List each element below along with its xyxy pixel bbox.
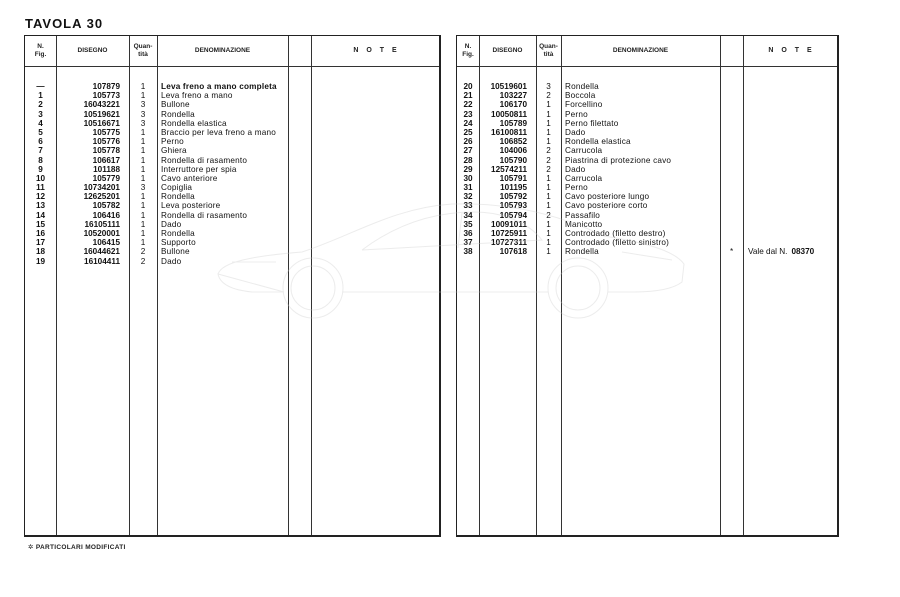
part-number: 105779 [92,173,120,183]
part-name: Manicotto [565,219,603,229]
fig-number: 17 [35,238,46,248]
part-number: 105790 [499,155,527,165]
quantity: 3 [140,183,146,193]
table-row [25,183,439,192]
table-row [457,183,837,192]
part-number: 103227 [499,91,527,101]
part-name: Ghiera [161,146,187,156]
part-number: 106415 [92,238,120,248]
part-number: 101195 [500,183,527,193]
fig-number: 11 [36,183,45,193]
table-row [457,91,837,100]
part-name: Perno [565,183,588,193]
part-name: Rondella elastica [161,118,227,128]
table-row [25,165,439,174]
part-name: Rondella di rasamento [161,210,248,220]
quantity: 1 [140,164,146,174]
fig-number: 33 [463,201,473,211]
part-name: Cavo posteriore corto [565,201,648,211]
part-number: 16100811 [491,127,527,137]
fig-number: 27 [463,146,473,156]
quantity: 1 [546,127,551,137]
quantity: 1 [546,192,551,202]
table-row [457,174,837,183]
quantity: 1 [546,173,551,183]
quantity: 1 [140,91,146,101]
part-name: Perno filettato [565,118,619,128]
fig-number: 9 [38,164,43,174]
fig-number: 10 [35,173,46,183]
table-row [457,82,837,91]
note-number: 08370 [791,247,815,257]
part-name: Boccola [565,91,596,101]
part-number: 16043221 [83,100,120,110]
fig-number: 15 [35,219,46,229]
part-number: 10091011 [491,219,527,229]
part-number: 105775 [92,127,120,137]
fig-number: 25 [463,127,473,137]
quantity: 2 [140,247,146,257]
part-name: Leva freno a mano [161,91,233,101]
part-name: Controdado (filetto destro) [565,229,666,238]
quantity: 1 [546,109,551,119]
header-quantita: Quan- tità [133,43,153,58]
part-name: Piastrina di protezione cavo [565,155,672,165]
quantity: 1 [140,155,146,165]
fig-number: 18 [35,247,46,257]
fig-number: 5 [38,127,43,137]
header-denominazione: DENOMINAZIONE [194,47,251,54]
note-prefix: Vale dal N. [748,247,788,257]
fig-number: 38 [463,247,473,257]
part-name: Cavo posteriore lungo [565,192,650,202]
part-number: 107879 [92,82,120,91]
part-number: 105782 [92,201,120,211]
quantity: 1 [546,100,551,110]
fig-number: 3 [38,109,43,119]
part-name: Perno [565,109,588,119]
fig-number: 16 [35,229,46,238]
part-name: Rondella [565,247,599,257]
header-fig: N. Fig. [462,43,474,58]
part-name: Rondella [565,82,599,91]
part-name: Copiglia [161,183,193,193]
fig-number: 2 [38,100,43,110]
fig-number: 7 [38,146,43,156]
fig-number: — [36,82,45,91]
part-name: Leva freno a mano completa [161,82,277,91]
fig-number: 8 [38,155,43,165]
fig-number: 4 [38,118,43,128]
part-name: Carrucola [565,173,603,183]
fig-number: 36 [463,229,473,238]
footnote: ✲ PARTICOLARI MODIFICATI [28,544,126,551]
quantity: 1 [546,183,551,193]
part-name: Dado [565,164,586,174]
table-row [25,100,439,109]
quantity: 3 [140,109,146,119]
part-name: Bullone [161,247,190,257]
table-row [457,119,837,128]
quantity: 1 [546,247,551,257]
table-row [457,146,837,155]
table-row [25,110,439,119]
part-number: 105793 [499,201,527,211]
quantity: 1 [140,238,146,248]
quantity: 1 [140,127,146,137]
part-name: Rondella [161,192,195,202]
part-number: 105776 [92,137,120,147]
header-note: N O T E [768,47,815,54]
car-watermark-illustration [212,196,690,322]
part-name: Dado [161,256,182,266]
part-name: Rondella di rasamento [161,155,248,165]
part-number: 10519601 [490,82,527,91]
header-fig: N. Fig. [34,43,47,58]
quantity: 1 [140,219,146,229]
quantity: 1 [546,229,551,238]
table-row [25,128,439,137]
table-row [25,137,439,146]
part-number: 12574211 [491,164,527,174]
quantity: 1 [546,137,551,147]
part-name: Controdado (filetto sinistro) [565,238,670,248]
fig-number: 29 [463,164,473,174]
quantity: 2 [546,164,551,174]
fig-number: 23 [463,109,473,119]
table-row [457,100,837,109]
page-title: TAVOLA 30 [25,16,104,31]
quantity: 2 [546,146,551,156]
part-number: 107618 [499,247,527,257]
quantity: 1 [546,118,551,128]
header-disegno: DISEGNO [492,47,523,54]
part-number: 105773 [92,91,120,101]
part-number: 12625201 [83,192,120,202]
fig-number: 20 [463,82,473,91]
table-row [457,110,837,119]
part-number: 10727311 [491,238,527,248]
quantity: 3 [140,118,146,128]
header-note: N O T E [353,47,400,54]
header-disegno: DISEGNO [77,47,108,54]
quantity: 1 [140,137,146,147]
fig-number: 21 [463,91,473,101]
part-name: Dado [565,127,586,137]
fig-number: 1 [38,91,43,101]
fig-number: 22 [463,100,473,110]
part-number: 105778 [92,146,120,156]
part-number: 105789 [499,118,527,128]
part-number: 16044621 [83,247,120,257]
quantity: 2 [546,210,551,220]
quantity: 1 [140,201,146,211]
part-number: 105791 [499,173,527,183]
fig-number: 14 [35,210,46,220]
part-name: Braccio per leva freno a mano [161,127,277,137]
table-row [25,91,439,100]
table-row [457,128,837,137]
part-number: 10725911 [491,229,527,238]
fig-number: 28 [463,155,473,165]
fig-number: 32 [463,192,473,202]
table-row [25,156,439,165]
table-row [25,82,439,91]
fig-number: 24 [463,118,473,128]
quantity: 1 [546,201,551,211]
part-name: Dado [161,219,182,229]
fig-number: 13 [35,201,46,211]
part-name: Leva posteriore [161,201,221,211]
quantity: 3 [546,82,551,91]
part-number: 10520001 [83,229,120,238]
part-name: Rondella [161,109,195,119]
table-row [457,137,837,146]
quantity: 1 [546,238,551,248]
fig-number: 19 [35,256,46,266]
table-row [457,156,837,165]
quantity: 3 [140,100,146,110]
fig-number: 34 [463,210,473,220]
fig-number: 37 [463,238,473,248]
part-name: Cavo anteriore [161,173,218,183]
table-row [25,119,439,128]
part-name: Rondella [161,229,195,238]
part-number: 10516671 [83,118,120,128]
part-name: Perno [161,137,184,147]
part-name: Forcellino [565,100,603,110]
fig-number: 26 [463,137,473,147]
quantity: 1 [140,146,146,156]
part-number: 16104411 [84,256,120,266]
table-row [25,174,439,183]
fig-number: 12 [35,192,46,202]
fig-number: 6 [38,137,43,147]
part-number: 106852 [499,137,527,147]
part-name: Rondella elastica [565,137,631,147]
table-row [457,165,837,174]
part-number: 10050811 [491,109,527,119]
header-denominazione: DENOMINAZIONE [612,47,669,54]
quantity: 1 [140,229,146,238]
quantity: 1 [546,219,551,229]
quantity: 1 [140,192,146,202]
part-number: 16105111 [84,219,120,229]
part-number: 105792 [499,192,527,202]
part-number: 106416 [92,210,120,220]
modified-mark: * [730,247,734,257]
quantity: 2 [140,256,146,266]
note-text [748,247,838,256]
part-number: 10519621 [83,109,120,119]
part-name: Carrucola [565,146,603,156]
quantity: 2 [546,155,551,165]
fig-number: 35 [463,219,473,229]
part-number: 101188 [93,164,120,174]
header-quantita: Quan- tità [539,43,558,58]
part-name: Passafilo [565,210,601,220]
fig-number: 30 [463,173,473,183]
fig-number: 31 [463,183,473,193]
part-number: 10734201 [83,183,120,193]
part-name: Bullone [161,100,190,110]
part-number: 106170 [499,100,527,110]
part-number: 106617 [92,155,120,165]
part-name: Supporto [161,238,196,248]
quantity: 2 [546,91,551,101]
part-number: 104006 [499,146,527,156]
quantity: 1 [140,82,146,91]
part-name: Interruttore per spia [161,164,237,174]
table-row [25,146,439,155]
part-number: 105794 [499,210,527,220]
quantity: 1 [140,210,146,220]
quantity: 1 [140,173,146,183]
